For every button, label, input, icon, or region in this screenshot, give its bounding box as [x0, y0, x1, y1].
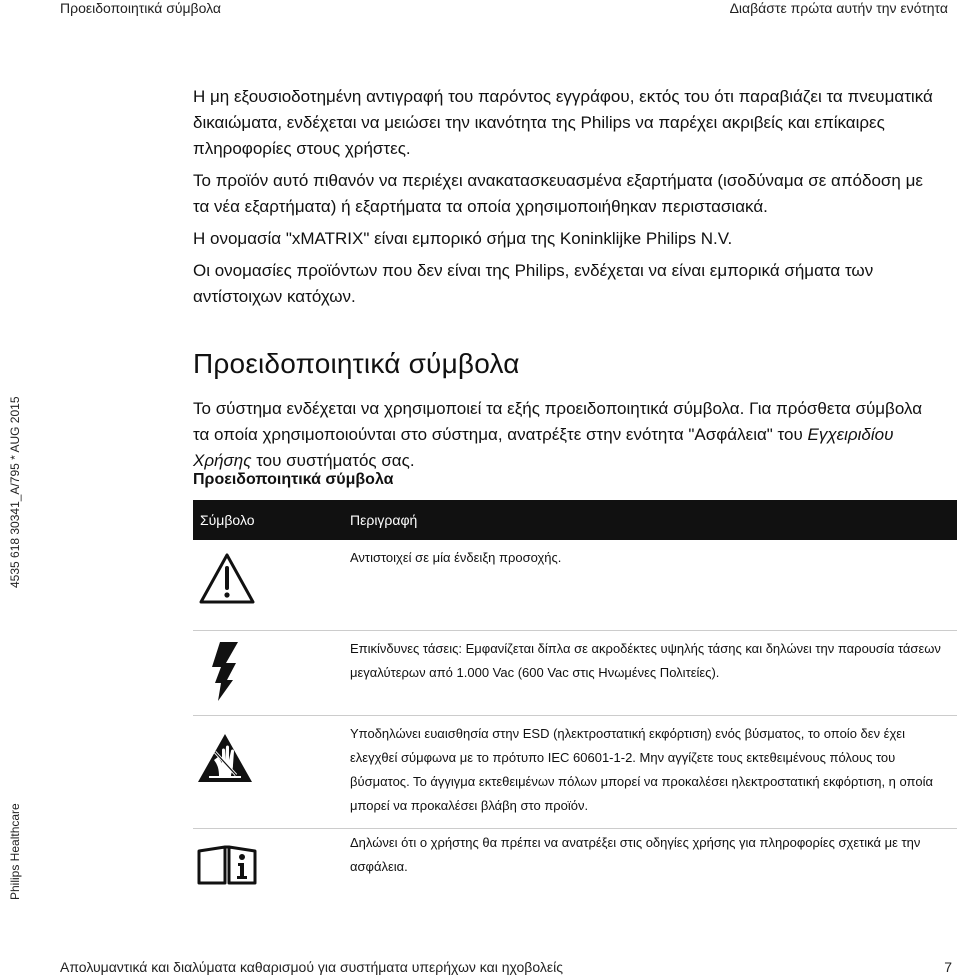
section-intro-paragraph [193, 396, 933, 474]
table-header [193, 500, 957, 540]
column-header-symbol: Σύμβολο [200, 512, 255, 528]
table-row [193, 540, 957, 631]
third-party-trademark-paragraph: Οι ονομασίες προϊόντων που δεν είναι της Philips, ενδέχεται να είναι εμπορικά σήματα των αντίστοιχων κατόχων. [193, 261, 874, 306]
section-intro-text-b: του συστήματός σας. [251, 451, 415, 470]
document-code: 4535 618 30341_A/795 * AUG 2015 [8, 396, 22, 588]
table-row [193, 716, 957, 829]
page-number: 7 [944, 959, 952, 975]
table-row [193, 829, 957, 917]
row-description: Αντιστοιχεί σε μία ένδειξη προσοχής. [350, 550, 562, 565]
row-description: Επικίνδυνες τάσεις: Εμφανίζεται δίπλα σε ακροδέκτες υψηλής τάσης και δηλώνει την παρουσία τάσεων μεγαλύτερων από 1.000 Vac (600 Vac στις Ηνωμένες Πολιτείες). [350, 641, 941, 680]
section-title: Προειδοποιητικά σύμβολα [193, 348, 520, 379]
section-intro-text-a: Το σύστημα ενδέχεται να χρησιμοποιεί τα εξής προειδοποιητικά σύμβολα. Για πρόσθετα σύμβολα τα οποία χρησιμοποιούνται στο σύστημα, ανατρέξτε στην ενότητα "Ασφάλεια" του [193, 399, 923, 444]
table-title: Προειδοποιητικά σύμβολα [193, 471, 394, 488]
intro-block [193, 84, 933, 316]
footer-title: Απολυμαντικά και διαλύματα καθαρισμού για συστήματα υπερήχων και ηχοβολείς [60, 959, 563, 975]
trademark-paragraph: Η ονομασία "xMATRIX" είναι εμπορικό σήμα της Koninklijke Philips N.V. [193, 229, 733, 248]
parts-paragraph: Το προϊόν αυτό πιθανόν να περιέχει ανακατασκευασμένα εξαρτήματα (ισοδύναμα σε απόδοση με τα νέα εξαρτήματα) ή εξαρτήματα τα οποία χρησιμοποιήθηκαν περιστασιακά. [193, 171, 923, 216]
row-description: Υποδηλώνει ευαισθησία στην ESD (ηλεκτροστατική εκφόρτιση) ενός βύσματος, το οποίο δεν έχει ελεγχθεί σύμφωνα με το πρότυπο IEC 60601-1-2. Μην αγγίζετε τους εκτεθειμένους πόλους του βύσματος. Το άγγιγμα εκτεθειμένων πόλων μπορεί να προκαλέσει ηλεκτροστατική εκφόρτιση, η οποία μπορεί να προκαλέσει βλάβη στο προϊόν. [350, 726, 933, 813]
brand-label: Philips Healthcare [8, 803, 22, 900]
copyright-paragraph: Η μη εξουσιοδοτημένη αντιγραφή του παρόντος εγγράφου, εκτός του ότι παραβιάζει τα πνευματικά δικαιώματα, ενδέχεται να μειώσει την ικανότητα της Philips να παρέχει ακριβείς και επίκαιρες πληροφορίες στους χρήστες. [193, 87, 933, 158]
running-header-section: Προειδοποιητικά σύμβολα [60, 0, 222, 16]
section-body [193, 396, 933, 474]
symbols-table [193, 500, 957, 917]
table-row [193, 631, 957, 716]
running-header-chapter: Διαβάστε πρώτα αυτήν την ενότητα [729, 0, 948, 16]
row-description: Δηλώνει ότι ο χρήστης θα πρέπει να ανατρέξει στις οδηγίες χρήσης για πληροφορίες σχετικά με την ασφάλεια. [350, 835, 921, 874]
manual-name: Εγχειριδίου Χρήσης [193, 425, 894, 470]
column-header-description: Περιγραφή [350, 512, 418, 528]
